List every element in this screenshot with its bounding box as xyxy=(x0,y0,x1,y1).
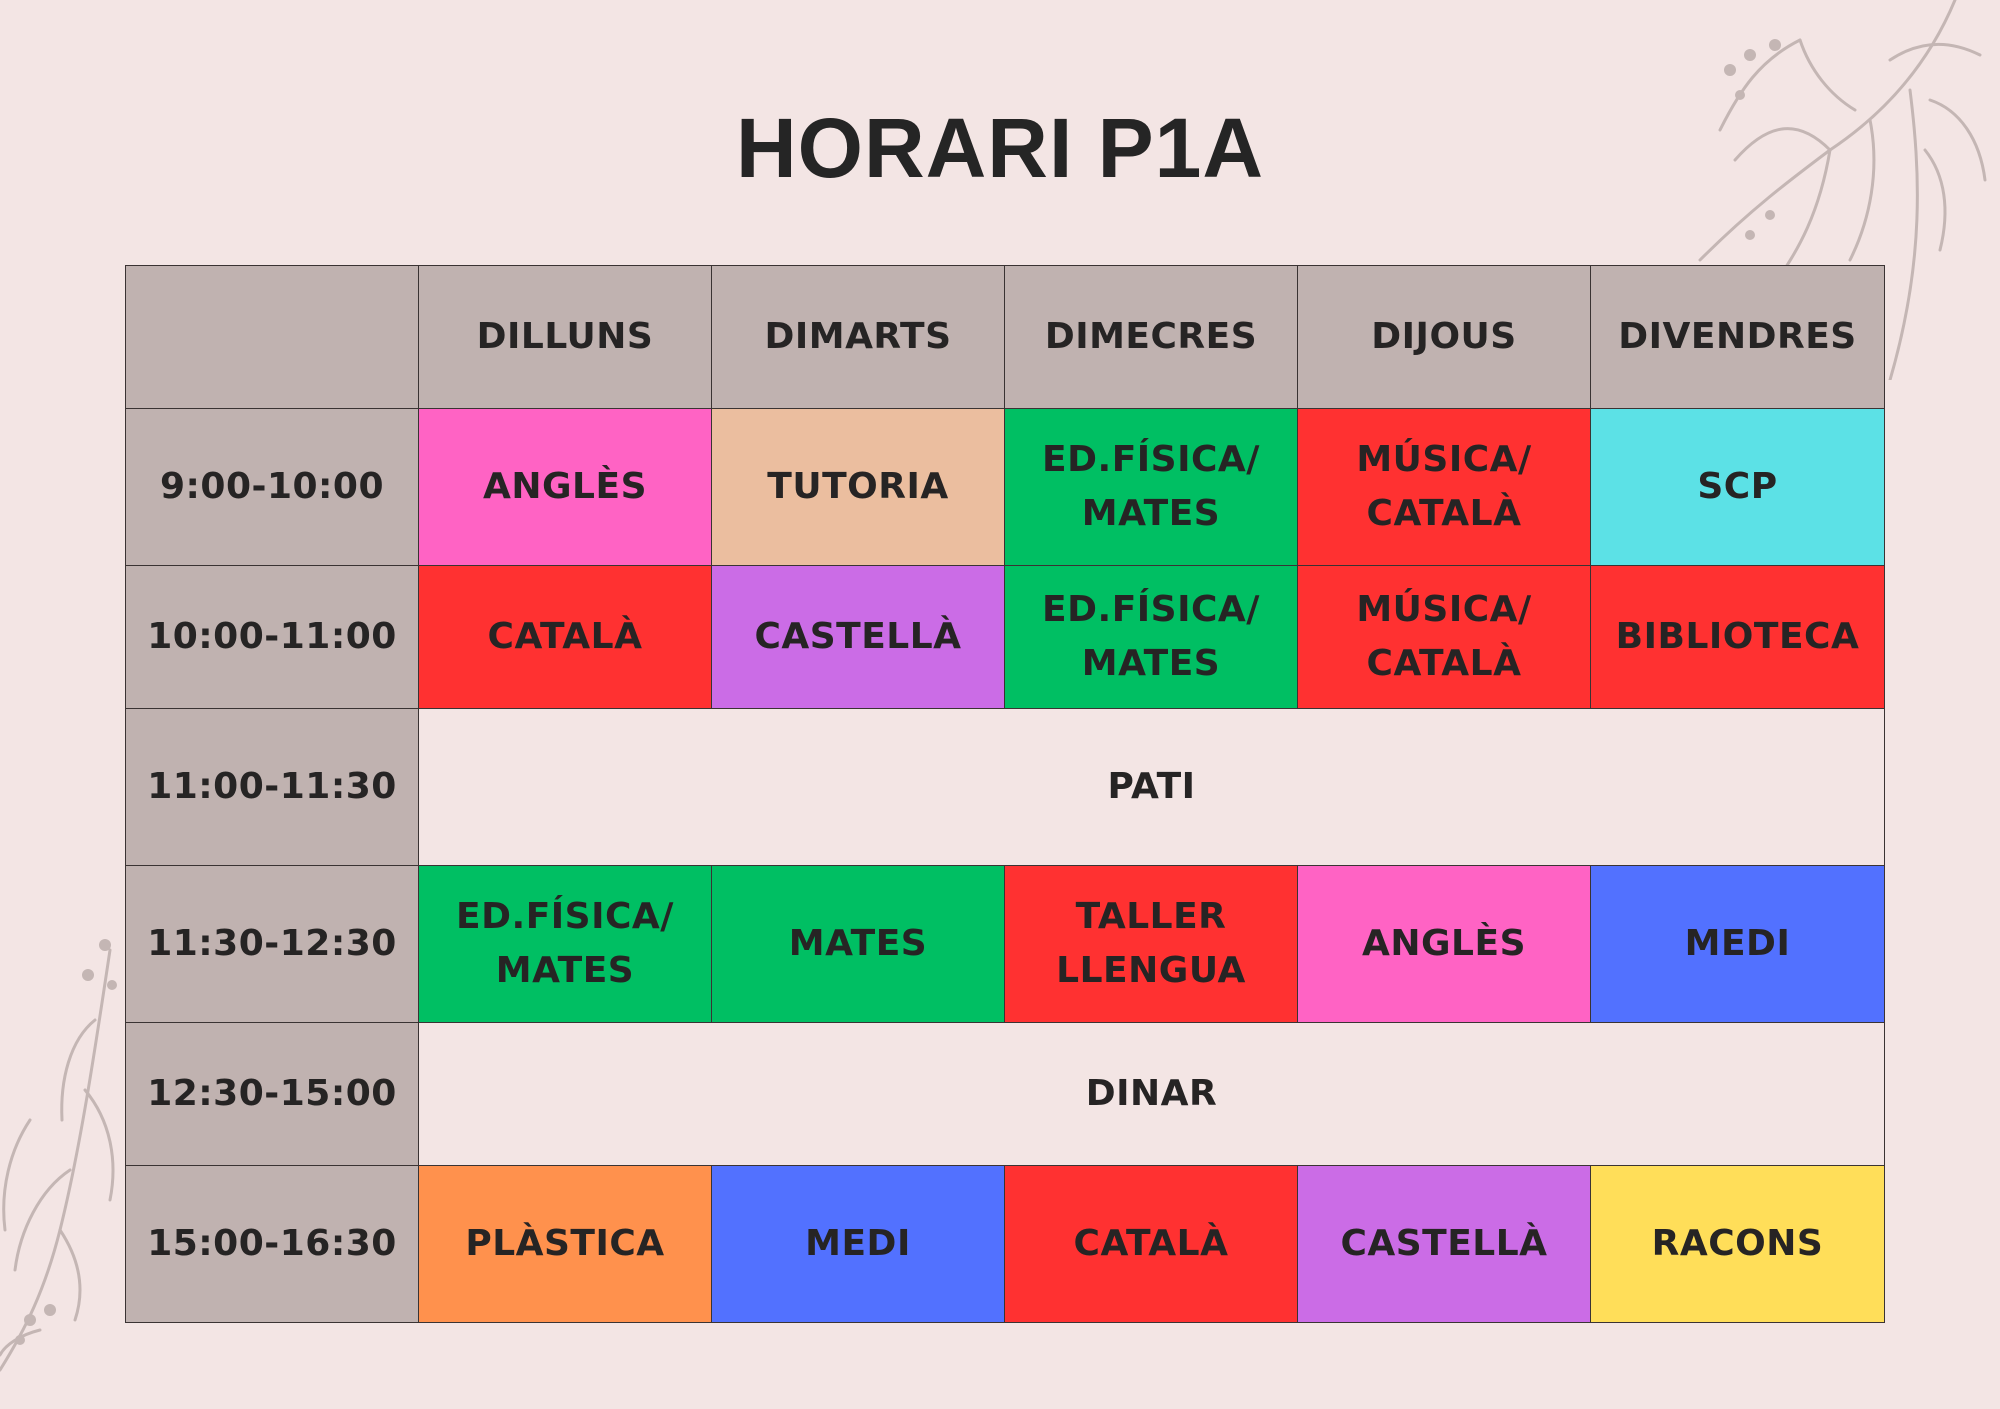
subject-cell: ED.FÍSICA/ MATES xyxy=(419,866,712,1023)
subject-cell: MÚSICA/ CATALÀ xyxy=(1298,566,1591,709)
subject-cell: ANGLÈS xyxy=(1298,866,1591,1023)
subject-cell: CASTELLÀ xyxy=(1298,1166,1591,1323)
time-slot-label: 9:00-10:00 xyxy=(126,409,419,566)
subject-cell: MATES xyxy=(712,866,1005,1023)
table-row xyxy=(126,1023,1885,1166)
table-row xyxy=(126,1166,1885,1323)
time-slot-label: 11:30-12:30 xyxy=(126,866,419,1023)
subject-cell: ED.FÍSICA/ MATES xyxy=(1005,566,1298,709)
subject-cell: ED.FÍSICA/ MATES xyxy=(1005,409,1298,566)
subject-cell: MEDI xyxy=(1591,866,1885,1023)
day-header-friday: DIVENDRES xyxy=(1591,266,1885,409)
day-header-thursday: DIJOUS xyxy=(1298,266,1591,409)
corner-cell xyxy=(126,266,419,409)
subject-cell: BIBLIOTECA xyxy=(1591,566,1885,709)
subject-cell: TALLER LLENGUA xyxy=(1005,866,1298,1023)
day-header-monday: DILLUNS xyxy=(419,266,712,409)
time-slot-label: 12:30-15:00 xyxy=(126,1023,419,1166)
subject-cell: MÚSICA/ CATALÀ xyxy=(1298,409,1591,566)
subject-cell: PLÀSTICA xyxy=(419,1166,712,1323)
subject-cell: CASTELLÀ xyxy=(712,566,1005,709)
table-row xyxy=(126,866,1885,1023)
subject-cell: RACONS xyxy=(1591,1166,1885,1323)
subject-cell: TUTORIA xyxy=(712,409,1005,566)
time-slot-label: 10:00-11:00 xyxy=(126,566,419,709)
subject-cell: CATALÀ xyxy=(1005,1166,1298,1323)
table-row xyxy=(126,409,1885,566)
table-row xyxy=(126,709,1885,866)
break-cell: PATI xyxy=(419,709,1885,866)
time-slot-label: 15:00-16:30 xyxy=(126,1166,419,1323)
header-row xyxy=(126,266,1885,409)
schedule-table xyxy=(125,265,1885,1323)
subject-cell: MEDI xyxy=(712,1166,1005,1323)
page-title: HORARI P1A xyxy=(735,101,1265,195)
day-header-tuesday: DIMARTS xyxy=(712,266,1005,409)
subject-cell: CATALÀ xyxy=(419,566,712,709)
subject-cell: ANGLÈS xyxy=(419,409,712,566)
day-header-wednesday: DIMECRES xyxy=(1005,266,1298,409)
leaf-branch-icon-bottom-left xyxy=(0,930,140,1390)
subject-cell: SCP xyxy=(1591,409,1885,566)
table-row xyxy=(126,566,1885,709)
time-slot-label: 11:00-11:30 xyxy=(126,709,419,866)
break-cell: DINAR xyxy=(419,1023,1885,1166)
